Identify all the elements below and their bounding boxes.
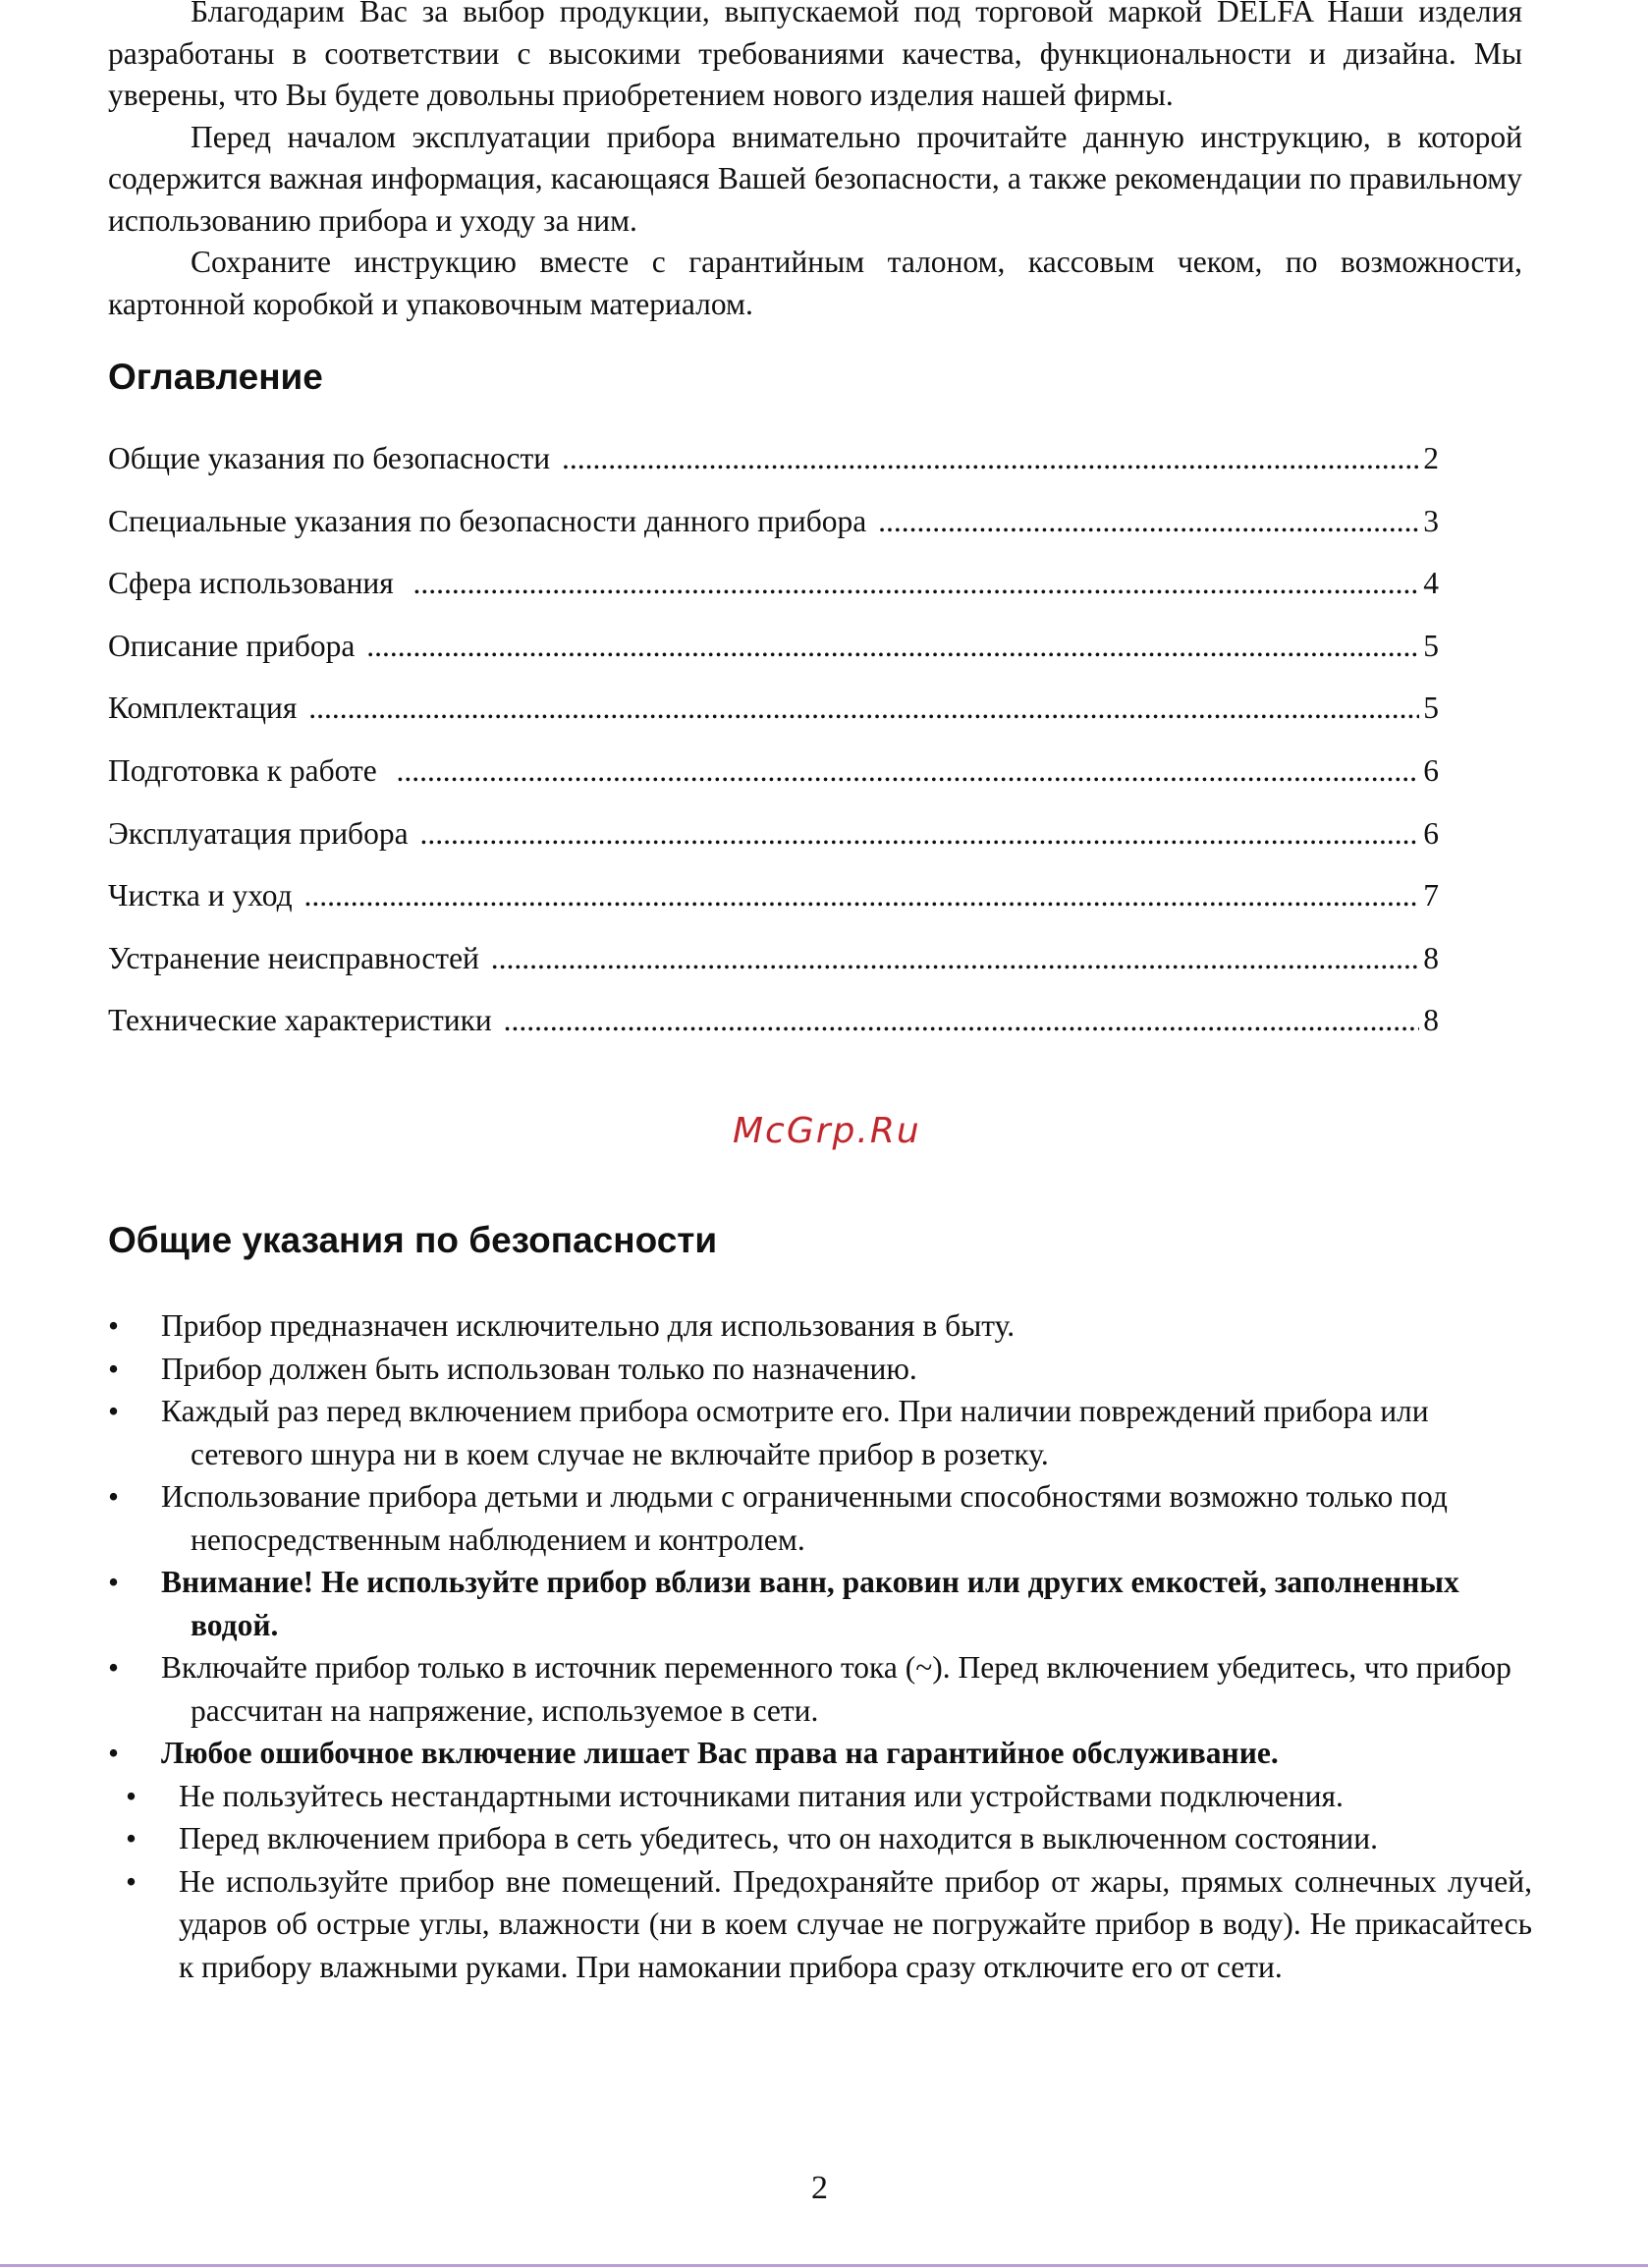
bullet-icon: •	[126, 1778, 137, 1813]
bullet-icon: •	[108, 1351, 120, 1386]
bullet-icon: •	[108, 1565, 120, 1599]
toc-leader-dots	[413, 564, 1419, 603]
toc-entry[interactable]	[108, 502, 1439, 565]
toc-entry[interactable]	[108, 439, 1439, 502]
list-item-text: Использование прибора детьми и людьми с ограниченными способностями возможно только под непосредственным наблюдением и контролем.	[161, 1479, 1448, 1557]
list-item	[108, 1390, 1542, 1475]
bullet-icon: •	[108, 1650, 120, 1685]
watermark: McGrp.Ru	[733, 1111, 921, 1151]
list-item	[108, 1348, 1542, 1391]
bullet-icon: •	[108, 1308, 120, 1343]
toc-entry-page: 6	[1423, 815, 1439, 851]
bullet-icon: •	[108, 1394, 120, 1428]
intro-paragraph-3: Сохраните инструкцию вместе с гарантийным талоном, кассовым чеком, по возможности, картонной коробкой и упаковочным материалом.	[108, 245, 1522, 321]
bullet-icon: •	[108, 1479, 120, 1514]
list-item-text: Внимание! Не используйте прибор вблизи ванн, раковин или других емкостей, заполненных водой.	[161, 1565, 1459, 1642]
intro-paragraph-1: Благодарим Вас за выбор продукции, выпускаемой под торговой маркой DELFA Наши изделия разработаны в соответствии с высокими требованиями качества, функциональности и дизайна. Мы уверены, что Вы будете довольны приобретением нового изделия нашей фирмы.	[108, 0, 1522, 112]
toc-entry[interactable]	[108, 751, 1439, 814]
toc-entry[interactable]	[108, 1001, 1439, 1064]
toc-entry[interactable]	[108, 876, 1439, 939]
toc-entry-title: Сфера использования	[108, 566, 410, 601]
toc-entry-page: 7	[1423, 878, 1439, 913]
toc-entry-page: 6	[1423, 752, 1439, 788]
toc-entry[interactable]	[108, 939, 1439, 1002]
list-item-text: Не пользуйтесь нестандартными источниками питания или устройствами подключения.	[179, 1778, 1344, 1813]
toc-entry-page: 5	[1423, 628, 1439, 663]
bottom-divider	[0, 2264, 1648, 2267]
toc-leader-dots	[366, 627, 1419, 666]
toc-entry-page: 2	[1423, 441, 1439, 475]
list-item-text: Включайте прибор только в источник переменного тока (~). Перед включением убедитесь, что прибор рассчитан на напряжение, используемое в сети.	[161, 1650, 1511, 1728]
intro-paragraph-2: Перед началом эксплуатации прибора внимательно прочитайте данную инструкцию, в которой содержится важная информация, касающаяся Вашей безопасности, а также рекомендации по правильному использованию прибора и уходу за ним.	[108, 119, 1522, 238]
toc-entry-title: Технические характеристики	[108, 1003, 500, 1038]
toc-entry-page: 5	[1423, 691, 1439, 726]
toc-entry-page: 4	[1423, 566, 1439, 601]
toc-entry-title: Комплектация	[108, 691, 305, 726]
toc-leader-dots	[397, 751, 1419, 791]
list-item	[108, 1860, 1532, 1989]
list-item-text: Перед включением прибора в сеть убедитесь, что он находится в выключенном состоянии.	[179, 1821, 1378, 1855]
toc-entry-title: Подготовка к работе	[108, 752, 393, 788]
list-item-text: Прибор предназначен исключительно для использования в быту.	[161, 1308, 1016, 1343]
list-item	[108, 1817, 1532, 1860]
toc-entry-title: Эксплуатация прибора	[108, 815, 416, 851]
toc-entry-title: Чистка и уход	[108, 878, 301, 913]
list-item-text: Прибор должен быть использован только по назначению.	[161, 1351, 917, 1386]
list-item	[108, 1475, 1542, 1561]
toc-entry-title: Описание прибора	[108, 628, 363, 663]
toc-entry[interactable]	[108, 564, 1439, 627]
list-item-warning	[108, 1732, 1542, 1775]
list-item-text: Не используйте прибор вне помещений. Предохраняйте прибор от жары, прямых солнечных лучей, ударов об острые углы, влажности (ни в коем случае не погружайте прибор в воду). Не прикасайтесь к прибору влажными руками. При намокании прибора сразу отключите его от сети.	[179, 1863, 1532, 1984]
toc-leader-dots	[419, 814, 1419, 854]
toc-leader-dots	[504, 1001, 1419, 1040]
safety-heading: Общие указания по безопасности	[108, 1220, 718, 1260]
toc-entry-title: Устранение неисправностей	[108, 940, 487, 975]
toc-entry[interactable]	[108, 689, 1439, 751]
toc-entry[interactable]	[108, 627, 1439, 690]
toc-entry[interactable]	[108, 814, 1439, 877]
toc-leader-dots	[562, 439, 1419, 478]
toc-leader-dots	[304, 876, 1419, 915]
toc-leader-dots	[491, 939, 1419, 978]
toc-heading: Оглавление	[108, 357, 323, 397]
toc-leader-dots	[308, 689, 1419, 728]
toc-leader-dots	[878, 502, 1419, 541]
intro-section	[108, 0, 1522, 325]
toc-entry-page: 3	[1423, 503, 1439, 538]
table-of-contents	[108, 439, 1439, 1064]
toc-entry-page: 8	[1423, 1003, 1439, 1038]
toc-entry-page: 8	[1423, 940, 1439, 975]
list-item-text: Каждый раз перед включением прибора осмотрите его. При наличии повреждений прибора или сетевого шнура ни в коем случае не включайте прибор в розетку.	[161, 1394, 1429, 1471]
page-number: 2	[811, 2170, 828, 2206]
toc-entry-title: Общие указания по безопасности	[108, 441, 558, 475]
bullet-icon: •	[108, 1736, 120, 1770]
list-item	[108, 1646, 1542, 1732]
list-item-warning	[108, 1561, 1542, 1646]
list-item-text: Любое ошибочное включение лишает Вас права на гарантийное обслуживание.	[161, 1736, 1279, 1770]
toc-entry-title: Специальные указания по безопасности данного прибора	[108, 503, 875, 538]
bullet-icon: •	[126, 1821, 137, 1855]
list-item	[108, 1304, 1542, 1348]
bullet-icon: •	[126, 1863, 137, 1899]
safety-list	[108, 1304, 1542, 1988]
list-item	[108, 1775, 1532, 1818]
